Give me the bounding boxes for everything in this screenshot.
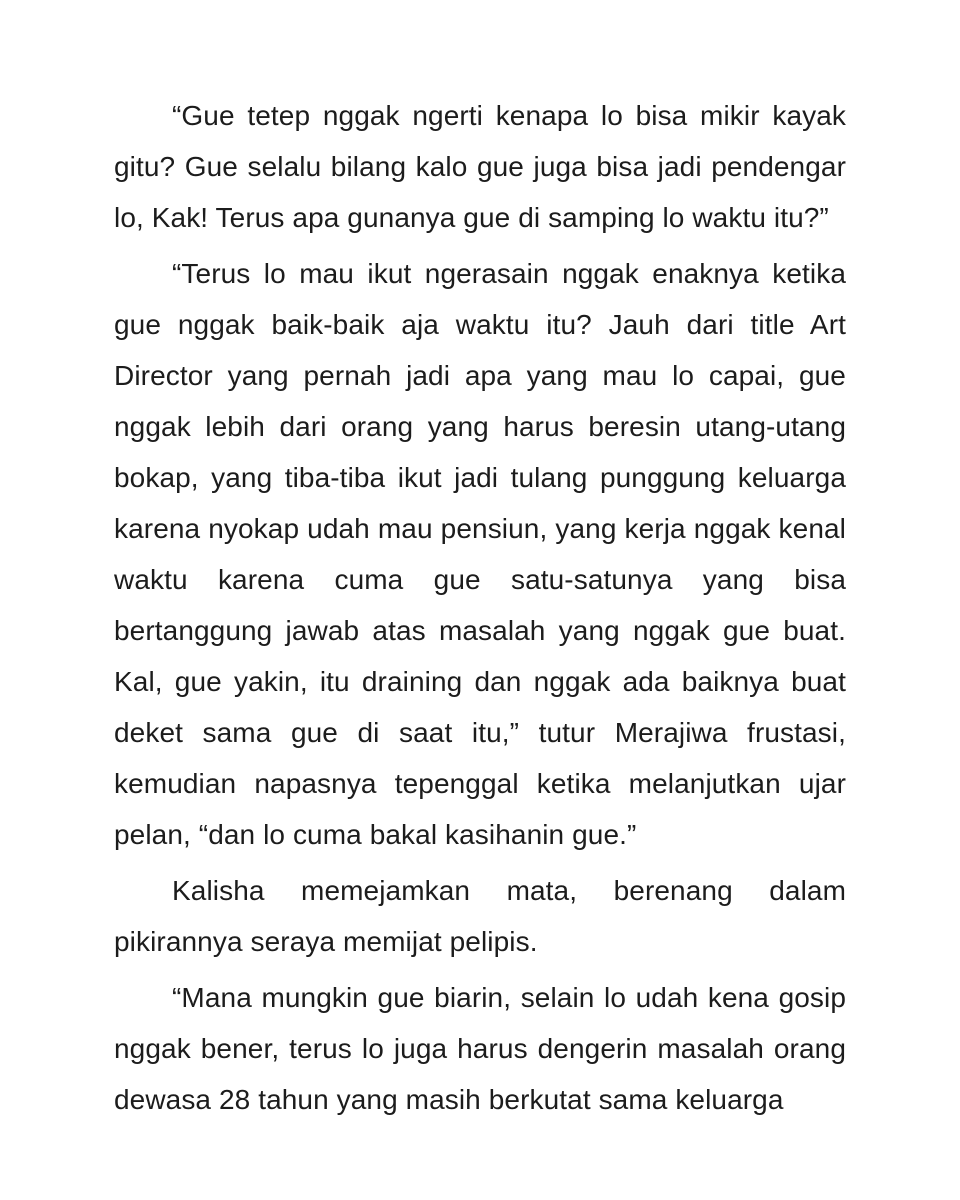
paragraph-2: “Terus lo mau ikut ngerasain nggak enaknya ketika gue nggak baik-baik aja waktu itu? Jauh dari title Art Director yang pernah jadi apa yang mau lo capai, gue nggak lebih dari orang yang harus beresin utang-utang bokap, yang tiba-tiba ikut jadi tulang punggung keluarga karena nyokap udah mau pensiun, yang kerja nggak kenal waktu karena cuma gue satu-satunya yang bisa bertanggung jawab atas masalah yang nggak gue buat. Kal, gue yakin, itu draining dan nggak ada baiknya buat deket sama gue di saat itu,” tutur Merajiwa frustasi, kemudian napasnya tepenggal ketika melanjutkan ujar pelan, “dan lo cuma bakal kasihanin gue.” [114, 258, 846, 850]
paragraph-3: Kalisha memejamkan mata, berenang dalam pikirannya seraya memijat pelipis. [114, 875, 846, 957]
paragraph-4: “Mana mungkin gue biarin, selain lo udah kena gosip nggak bener, terus lo juga harus dengerin masalah orang dewasa 28 tahun yang masih berkutat sama keluarga [114, 982, 846, 1115]
paragraph-1: “Gue tetep nggak ngerti kenapa lo bisa mikir kayak gitu? Gue selalu bilang kalo gue juga bisa jadi pendengar lo, Kak! Terus apa gunanya gue di samping lo waktu itu?” [114, 100, 846, 233]
book-page [114, 90, 846, 1125]
